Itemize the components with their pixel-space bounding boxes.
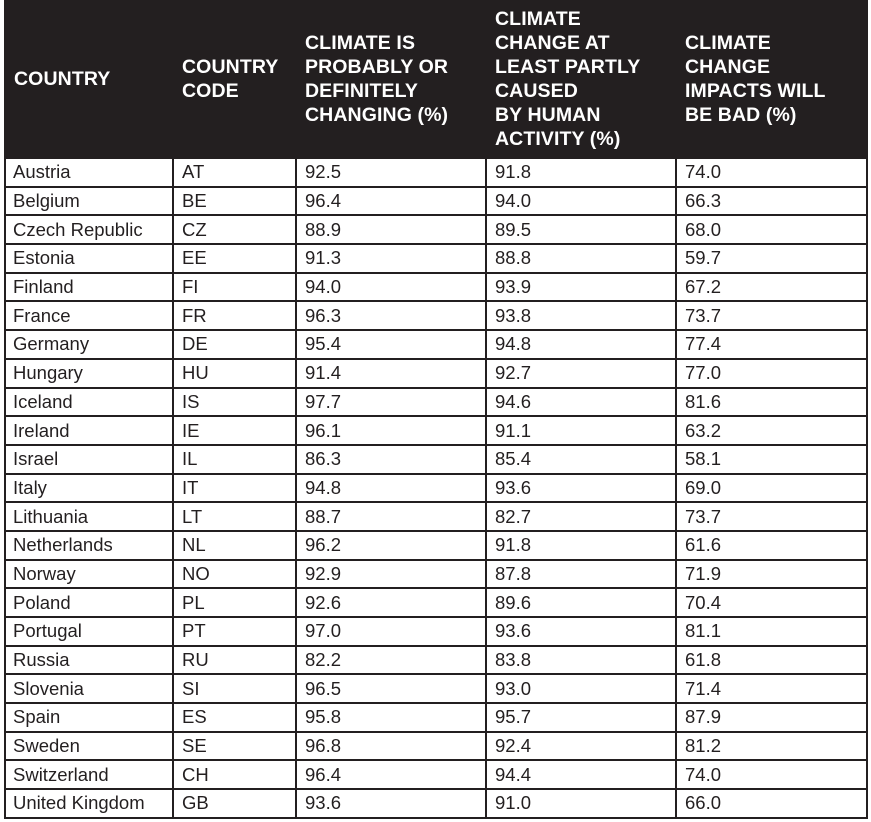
- table-row: [5, 215, 867, 244]
- cell-impacts-bad: 59.7: [676, 244, 867, 273]
- cell-country: Portugal: [5, 617, 173, 646]
- cell-country-code: FI: [173, 273, 296, 302]
- cell-country-code: AT: [173, 158, 296, 187]
- cell-human-caused: 91.8: [486, 531, 676, 560]
- table-row: [5, 732, 867, 761]
- cell-climate-changing: 86.3: [296, 445, 486, 474]
- cell-country-code: SI: [173, 674, 296, 703]
- cell-climate-changing: 97.0: [296, 617, 486, 646]
- cell-country: Hungary: [5, 359, 173, 388]
- cell-impacts-bad: 73.7: [676, 502, 867, 531]
- header-impacts-bad: [676, 0, 867, 158]
- table-body: [5, 158, 867, 818]
- cell-human-caused: 94.6: [486, 388, 676, 417]
- cell-country: Russia: [5, 646, 173, 675]
- cell-country-code: BE: [173, 187, 296, 216]
- cell-country: Estonia: [5, 244, 173, 273]
- cell-climate-changing: 94.0: [296, 273, 486, 302]
- cell-impacts-bad: 63.2: [676, 416, 867, 445]
- table-row: [5, 445, 867, 474]
- table-row: [5, 617, 867, 646]
- cell-climate-changing: 88.7: [296, 502, 486, 531]
- cell-climate-changing: 92.6: [296, 588, 486, 617]
- table-row: [5, 388, 867, 417]
- cell-climate-changing: 91.3: [296, 244, 486, 273]
- table-row: [5, 588, 867, 617]
- table-row: [5, 760, 867, 789]
- climate-survey-table: [4, 0, 868, 819]
- cell-climate-changing: 95.4: [296, 330, 486, 359]
- cell-impacts-bad: 69.0: [676, 474, 867, 503]
- cell-country-code: DE: [173, 330, 296, 359]
- cell-country-code: PT: [173, 617, 296, 646]
- table-row: [5, 789, 867, 818]
- cell-impacts-bad: 61.6: [676, 531, 867, 560]
- cell-human-caused: 93.6: [486, 474, 676, 503]
- cell-country: France: [5, 301, 173, 330]
- cell-country: Iceland: [5, 388, 173, 417]
- table-row: [5, 244, 867, 273]
- cell-climate-changing: 91.4: [296, 359, 486, 388]
- cell-climate-changing: 96.2: [296, 531, 486, 560]
- cell-impacts-bad: 77.4: [676, 330, 867, 359]
- cell-country: Lithuania: [5, 502, 173, 531]
- header-country: [5, 0, 173, 158]
- cell-human-caused: 94.8: [486, 330, 676, 359]
- cell-human-caused: 93.6: [486, 617, 676, 646]
- cell-climate-changing: 93.6: [296, 789, 486, 818]
- cell-country-code: FR: [173, 301, 296, 330]
- table-row: [5, 703, 867, 732]
- cell-climate-changing: 92.5: [296, 158, 486, 187]
- cell-climate-changing: 96.3: [296, 301, 486, 330]
- cell-country-code: IT: [173, 474, 296, 503]
- cell-climate-changing: 88.9: [296, 215, 486, 244]
- cell-impacts-bad: 68.0: [676, 215, 867, 244]
- cell-human-caused: 94.0: [486, 187, 676, 216]
- cell-country-code: SE: [173, 732, 296, 761]
- cell-climate-changing: 96.4: [296, 760, 486, 789]
- cell-country-code: GB: [173, 789, 296, 818]
- cell-country: Sweden: [5, 732, 173, 761]
- cell-human-caused: 92.4: [486, 732, 676, 761]
- table-header: [5, 0, 867, 158]
- cell-country-code: IL: [173, 445, 296, 474]
- table-row: [5, 531, 867, 560]
- cell-human-caused: 92.7: [486, 359, 676, 388]
- cell-country-code: HU: [173, 359, 296, 388]
- cell-country-code: IE: [173, 416, 296, 445]
- cell-climate-changing: 96.1: [296, 416, 486, 445]
- header-climate-changing-label: CLIMATE IS PROBABLY OR DEFINITELY CHANGING (%): [305, 31, 449, 126]
- cell-human-caused: 83.8: [486, 646, 676, 675]
- cell-human-caused: 91.0: [486, 789, 676, 818]
- cell-impacts-bad: 66.3: [676, 187, 867, 216]
- cell-impacts-bad: 87.9: [676, 703, 867, 732]
- cell-impacts-bad: 71.4: [676, 674, 867, 703]
- cell-impacts-bad: 74.0: [676, 760, 867, 789]
- cell-climate-changing: 94.8: [296, 474, 486, 503]
- cell-impacts-bad: 66.0: [676, 789, 867, 818]
- cell-impacts-bad: 81.1: [676, 617, 867, 646]
- cell-climate-changing: 96.8: [296, 732, 486, 761]
- cell-country-code: PL: [173, 588, 296, 617]
- table-row: [5, 273, 867, 302]
- cell-climate-changing: 95.8: [296, 703, 486, 732]
- cell-human-caused: 94.4: [486, 760, 676, 789]
- header-impacts-bad-label: CLIMATE CHANGE IMPACTS WILL BE BAD (%): [685, 31, 826, 126]
- cell-country: Slovenia: [5, 674, 173, 703]
- cell-impacts-bad: 81.6: [676, 388, 867, 417]
- cell-human-caused: 95.7: [486, 703, 676, 732]
- cell-country: Germany: [5, 330, 173, 359]
- cell-impacts-bad: 70.4: [676, 588, 867, 617]
- cell-impacts-bad: 81.2: [676, 732, 867, 761]
- cell-human-caused: 91.8: [486, 158, 676, 187]
- cell-country-code: EE: [173, 244, 296, 273]
- cell-country-code: NO: [173, 560, 296, 589]
- climate-survey-table-container: [4, 0, 866, 818]
- cell-impacts-bad: 73.7: [676, 301, 867, 330]
- cell-country: Norway: [5, 560, 173, 589]
- table-row: [5, 560, 867, 589]
- cell-human-caused: 89.5: [486, 215, 676, 244]
- header-row: [5, 0, 867, 158]
- cell-impacts-bad: 61.8: [676, 646, 867, 675]
- cell-climate-changing: 96.5: [296, 674, 486, 703]
- cell-country-code: ES: [173, 703, 296, 732]
- cell-human-caused: 93.0: [486, 674, 676, 703]
- table-row: [5, 359, 867, 388]
- cell-impacts-bad: 71.9: [676, 560, 867, 589]
- cell-country: Italy: [5, 474, 173, 503]
- cell-climate-changing: 96.4: [296, 187, 486, 216]
- cell-country: Spain: [5, 703, 173, 732]
- cell-human-caused: 82.7: [486, 502, 676, 531]
- cell-country-code: IS: [173, 388, 296, 417]
- cell-country: Ireland: [5, 416, 173, 445]
- cell-climate-changing: 82.2: [296, 646, 486, 675]
- header-country-label: COUNTRY: [14, 67, 111, 90]
- table-row: [5, 187, 867, 216]
- cell-country: Finland: [5, 273, 173, 302]
- cell-country: Poland: [5, 588, 173, 617]
- cell-impacts-bad: 77.0: [676, 359, 867, 388]
- cell-human-caused: 87.8: [486, 560, 676, 589]
- cell-human-caused: 93.8: [486, 301, 676, 330]
- cell-country: Israel: [5, 445, 173, 474]
- header-country-code: [173, 0, 296, 158]
- cell-country-code: CH: [173, 760, 296, 789]
- header-human-caused-label: CLIMATE CHANGE AT LEAST PARTLY CAUSED BY HUMAN ACTIVITY (%): [495, 7, 641, 150]
- header-climate-changing: [296, 0, 486, 158]
- table-row: [5, 158, 867, 187]
- cell-human-caused: 85.4: [486, 445, 676, 474]
- cell-human-caused: 93.9: [486, 273, 676, 302]
- cell-impacts-bad: 67.2: [676, 273, 867, 302]
- table-row: [5, 474, 867, 503]
- cell-impacts-bad: 58.1: [676, 445, 867, 474]
- cell-climate-changing: 92.9: [296, 560, 486, 589]
- table-row: [5, 646, 867, 675]
- header-human-caused: [486, 0, 676, 158]
- cell-impacts-bad: 74.0: [676, 158, 867, 187]
- cell-country: Belgium: [5, 187, 173, 216]
- cell-climate-changing: 97.7: [296, 388, 486, 417]
- cell-human-caused: 91.1: [486, 416, 676, 445]
- cell-country-code: NL: [173, 531, 296, 560]
- cell-human-caused: 89.6: [486, 588, 676, 617]
- table-row: [5, 301, 867, 330]
- cell-country: United Kingdom: [5, 789, 173, 818]
- cell-country-code: CZ: [173, 215, 296, 244]
- table-row: [5, 416, 867, 445]
- cell-country-code: LT: [173, 502, 296, 531]
- table-row: [5, 502, 867, 531]
- cell-human-caused: 88.8: [486, 244, 676, 273]
- cell-country: Austria: [5, 158, 173, 187]
- cell-country: Czech Republic: [5, 215, 173, 244]
- table-row: [5, 330, 867, 359]
- cell-country: Switzerland: [5, 760, 173, 789]
- cell-country-code: RU: [173, 646, 296, 675]
- table-row: [5, 674, 867, 703]
- header-country-code-label: COUNTRY CODE: [182, 55, 279, 102]
- cell-country: Netherlands: [5, 531, 173, 560]
